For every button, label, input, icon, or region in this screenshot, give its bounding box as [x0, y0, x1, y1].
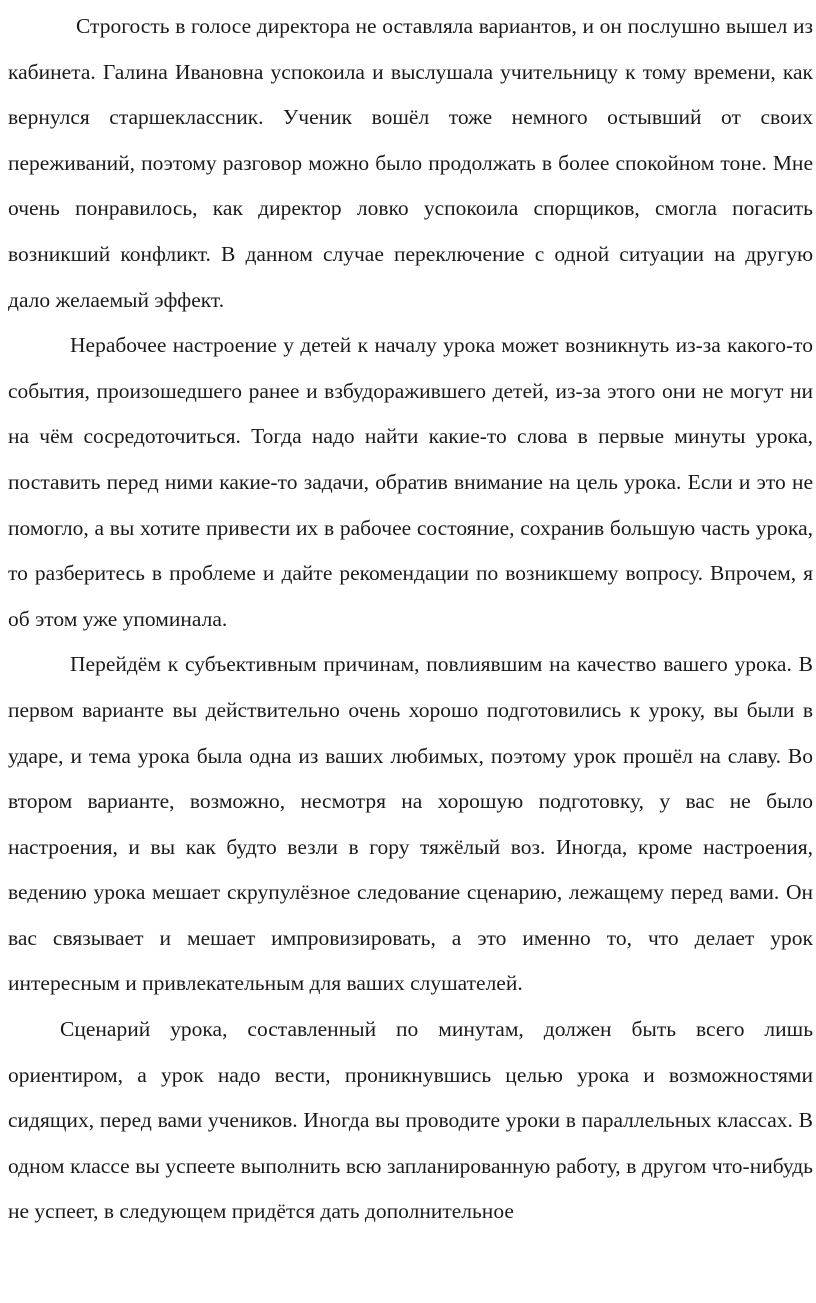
paragraph-2: Нерабочее настроение у детей к началу урока может возникнуть из-за какого-то события, произошедшего ранее и взбудоражившего детей, из-за этого они не могут ни на чём сосредоточиться. Тогда надо найти какие-то слова в первые минуты урока, поставить перед ними какие-то задачи, обратив внимание на цель урока. Если и это не помогло, а вы хотите привести их в рабочее состояние, сохранив большую часть урока, то разберитесь в проблеме и дайте рекомендации по возникшему вопросу. Впрочем, я об этом уже упоминала. [8, 333, 813, 631]
paragraph-4: Сценарий урока, составленный по минутам, должен быть всего лишь ориентиром, а урок надо вести, проникнувшись целью урока и возможностями сидящих, перед вами учеников. Иногда вы проводите уроки в параллельных классах. В одном классе вы успеете выполнить всю запланированную работу, в другом что-нибудь не успеет, в следующем придётся дать дополнительное [8, 1017, 813, 1224]
paragraph-1: Строгость в голосе директора не оставляла вариантов, и он послушно вышел из кабинета. Галина Ивановна успокоила и выслушала учительницу к тому времени, как вернулся старшеклассник. Ученик вошёл тоже немного остывший от своих переживаний, поэтому разговор можно было продолжать в более спокойном тоне. Мне очень понравилось, как директор ловко успокоила спорщиков, смогла погасить возникший конфликт. В данном случае переключение с одной ситуации на другую дало желаемый эффект. [8, 14, 813, 312]
paragraph-3: Перейдём к субъективным причинам, повлиявшим на качество вашего урока. В первом варианте вы действительно очень хорошо подготовились к уроку, вы были в ударе, и тема урока была одна из ваших любимых, поэтому урок прошёл на славу. Во втором варианте, возможно, несмотря на хорошую подготовку, у вас не было настроения, и вы как будто везли в гору тяжёлый воз. Иногда, кроме настроения, ведению урока мешает скрупулёзное следование сценарию, лежащему перед вами. Он вас связывает и мешает импровизировать, а это именно то, что делает урок интересным и привлекательным для ваших слушателей. [8, 652, 813, 996]
